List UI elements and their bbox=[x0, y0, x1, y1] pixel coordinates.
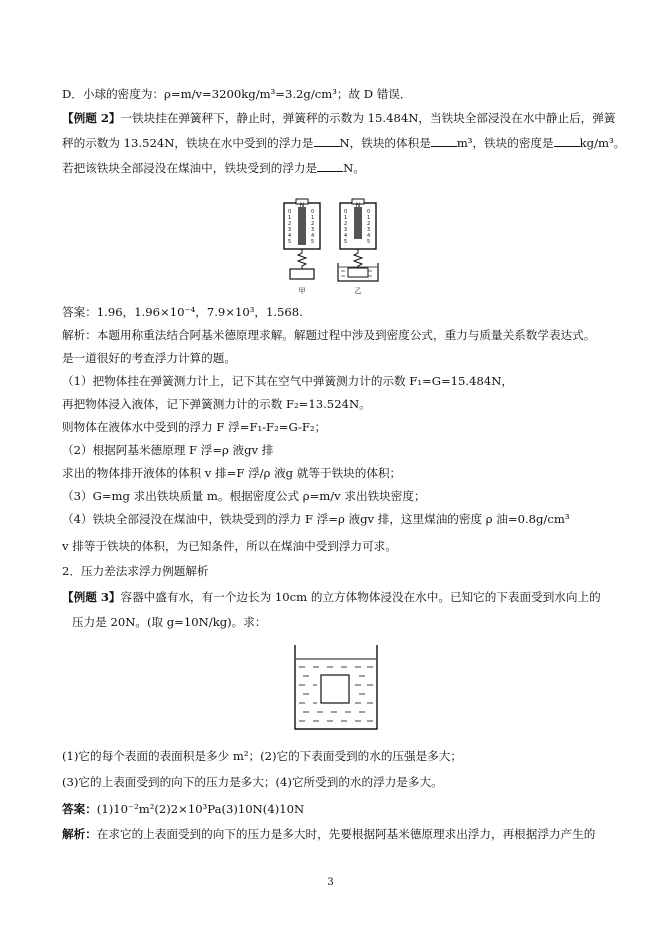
tick-label: 1 bbox=[288, 215, 292, 221]
analysis-line bbox=[62, 826, 621, 842]
tick-label: 2 bbox=[288, 221, 292, 227]
example-label: 【例题 3】 bbox=[62, 590, 121, 604]
text-line: （4）铁块全部浸没在煤油中，铁块受到的浮力 F 浮=ρ 液gv 排，这里煤油的密度 ρ 油=0.8g/cm³ bbox=[62, 512, 570, 526]
answer-blank bbox=[314, 135, 340, 147]
text-line: (3)它的上表面受到的向下的压力是多大；(4)它所受到的水的浮力是多大。 bbox=[62, 775, 443, 789]
answer-line: 答案：1.96，1.96×10⁻⁴，7.9×10³，1.568. bbox=[62, 305, 303, 319]
answer-blank bbox=[317, 160, 343, 172]
text-line: 则物体在液体水中受到的浮力 F 浮=F₁-F₂=G-F₂； bbox=[62, 420, 327, 434]
text-span: 一铁块挂在弹簧秤下，静止时，弹簧秤的示数为 15.484N，当铁块全部浸没在水中静止后，弹簧 bbox=[120, 111, 616, 125]
tick-label: 3 bbox=[344, 227, 348, 233]
tick-label: 1 bbox=[367, 215, 371, 221]
text-span: N。 bbox=[343, 161, 365, 175]
text-line: （2）根据阿基米德原理 F 浮=ρ 液gv 排 bbox=[62, 443, 274, 457]
tick-label: 3 bbox=[311, 227, 315, 233]
text-line: v 排等于铁块的体积，为已知条件，所以在煤油中受到浮力可求。 bbox=[62, 539, 397, 553]
text-line: 压力是 20N。(取 g=10N/kg)。求： bbox=[72, 615, 267, 629]
scale-left bbox=[284, 199, 320, 295]
scale-unit-label: N bbox=[355, 202, 361, 209]
text-span: (1)10⁻²m²(2)2×10³Pa(3)10N(4)10N bbox=[96, 802, 305, 816]
example-2-line bbox=[62, 110, 621, 126]
scale-unit-label: N bbox=[299, 202, 305, 209]
answer-label: 答案： bbox=[62, 802, 97, 816]
text-span: 在求它的上表面受到的向下的压力是多大时，先要根据阿基米德原理求出浮力，再根据浮力产生的 bbox=[96, 827, 596, 841]
answer-blank bbox=[431, 135, 457, 147]
example-3-line bbox=[62, 589, 621, 605]
text-span: m³，铁块的密度是 bbox=[456, 136, 554, 150]
spring-scale-figure bbox=[278, 197, 388, 295]
page-number: 3 bbox=[327, 877, 334, 888]
tick-label: 0 bbox=[311, 209, 315, 215]
tick-label: 2 bbox=[344, 221, 348, 227]
scale-right bbox=[338, 199, 378, 295]
answer-blank bbox=[554, 135, 580, 147]
tick-label: 3 bbox=[288, 227, 292, 233]
tick-label: 4 bbox=[367, 233, 371, 239]
text-line: 求出的物体排开液体的体积 v 排=F 浮/ρ 液g 就等于铁块的体积； bbox=[62, 466, 402, 480]
figure-caption: 乙 bbox=[354, 287, 362, 295]
tick-label: 0 bbox=[367, 209, 371, 215]
text-line bbox=[62, 135, 626, 151]
figure-caption: 甲 bbox=[298, 287, 306, 295]
tick-label: 0 bbox=[288, 209, 292, 215]
cube bbox=[321, 675, 349, 703]
tick-label: 2 bbox=[311, 221, 315, 227]
tick-label: 5 bbox=[311, 239, 315, 245]
text-span: N，铁块的体积是 bbox=[339, 136, 431, 150]
answer-line bbox=[62, 801, 621, 817]
text-line: 再把物体浸入液体，记下弹簧测力计的示数 F₂=13.524N。 bbox=[62, 397, 371, 411]
tick-label: 5 bbox=[367, 239, 371, 245]
text-span: 若把该铁块全部浸没在煤油中，铁块受到的浮力是 bbox=[62, 161, 318, 175]
text-span: 秤的示数为 13.524N，铁块在水中受到的浮力是 bbox=[62, 136, 314, 150]
container-figure bbox=[291, 643, 381, 731]
text-line: （3）G=mg 求出铁块质量 m。根据密度公式 ρ=m/v 求出铁块密度； bbox=[62, 489, 426, 503]
text-line bbox=[62, 160, 621, 176]
tick-label: 5 bbox=[344, 239, 348, 245]
text-span: kg/m³。 bbox=[579, 136, 626, 150]
text-line: （1）把物体挂在弹簧测力计上，记下其在空气中弹簧测力计的示数 F₁=G=15.484N， bbox=[62, 374, 513, 388]
text-line: 是一道很好的考查浮力计算的题。 bbox=[62, 351, 236, 365]
tick-label: 3 bbox=[367, 227, 371, 233]
text-line: (1)它的每个表面的表面积是多少 m²；(2)它的下表面受到的水的压强是多大； bbox=[62, 749, 462, 763]
text-line: D．小球的密度为：ρ=m/v=3200kg/m³=3.2g/cm³；故 D 错误． bbox=[62, 87, 412, 101]
tick-label: 2 bbox=[367, 221, 371, 227]
tick-label: 5 bbox=[288, 239, 292, 245]
tick-label: 1 bbox=[311, 215, 315, 221]
example-label: 【例题 2】 bbox=[62, 111, 121, 125]
tick-label: 4 bbox=[288, 233, 292, 239]
text-span: 容器中盛有水，有一个边长为 10cm 的立方体物体浸没在水中。已知它的下表面受到水向上的 bbox=[120, 590, 601, 604]
tick-label: 4 bbox=[344, 233, 348, 239]
analysis-line: 解析：本题用称重法结合阿基米德原理求解。解题过程中涉及到密度公式，重力与质量关系数学表达式。 bbox=[62, 328, 596, 342]
tick-label: 4 bbox=[311, 233, 315, 239]
tick-label: 1 bbox=[344, 215, 348, 221]
analysis-label: 解析： bbox=[62, 827, 97, 841]
section-heading: 2．压力差法求浮力例题解析 bbox=[62, 564, 209, 578]
tick-label: 0 bbox=[344, 209, 348, 215]
